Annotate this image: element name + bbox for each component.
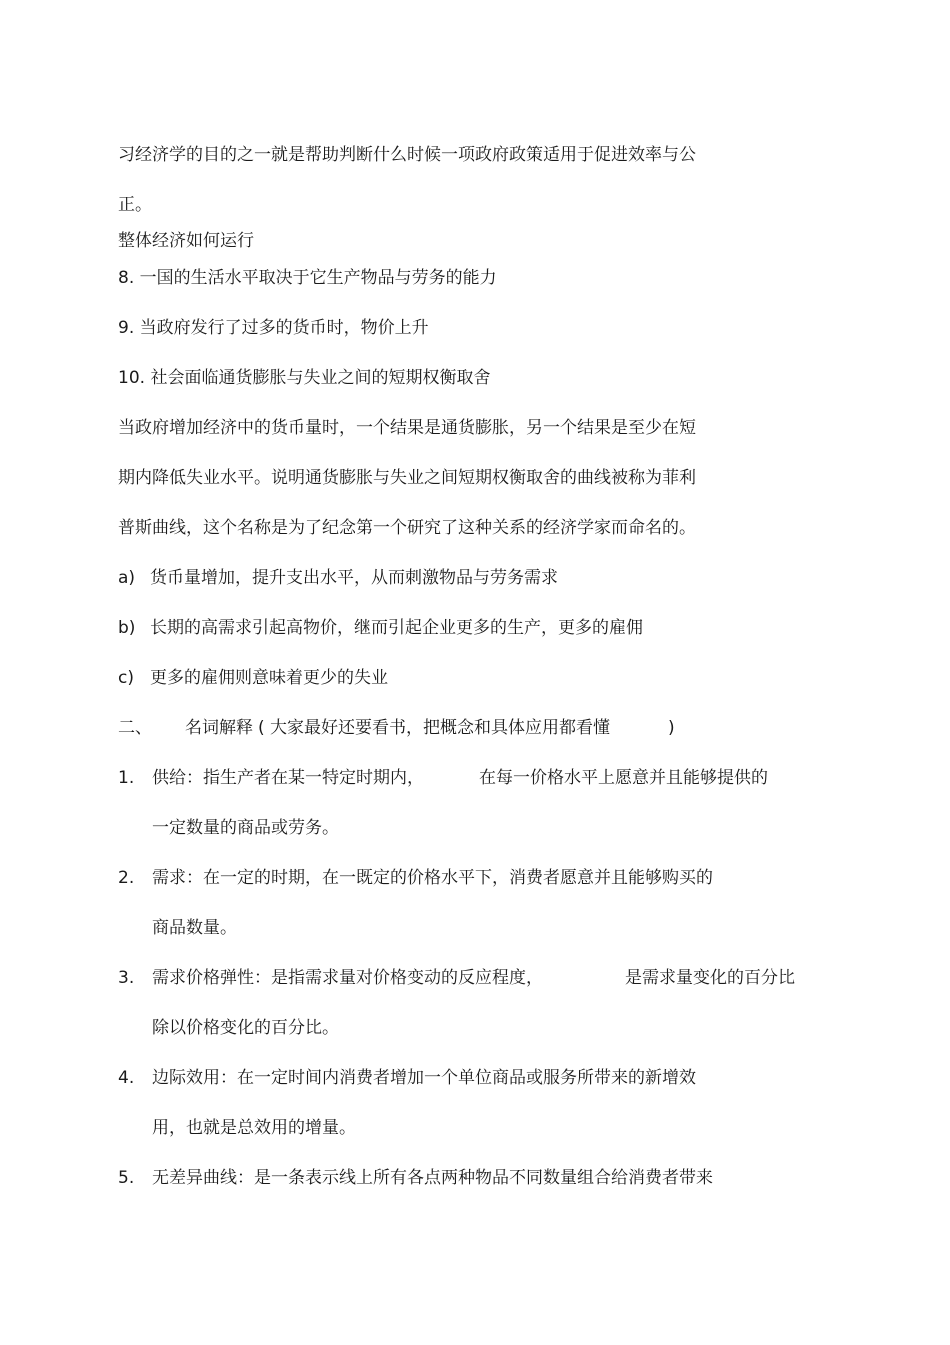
term-1-line-2: 一定数量的商品或劳务。 (152, 818, 339, 838)
term-4-line-1: 边际效用：在一定时间内消费者增加一个单位商品或服务所带来的新增效 (152, 1068, 696, 1088)
term-5-line-1: 无差异曲线：是一条表示线上所有各点两种物品不同数量组合给消费者带来 (152, 1168, 713, 1188)
paragraph-line-1: 当政府增加经济中的货币量时，一个结果是通货膨胀，另一个结果是至少在短 (118, 418, 696, 438)
term-3-number: 3. (118, 968, 135, 988)
intro-line-1: 习经济学的目的之一就是帮助判断什么时候一项政府政策适用于促进效率与公 (118, 145, 696, 165)
term-4-line-2: 用，也就是总效用的增量。 (152, 1118, 356, 1138)
part-two-number: 二、 (118, 718, 152, 738)
intro-line-2: 正。 (118, 195, 152, 215)
paragraph-line-3: 普斯曲线，这个名称是为了纪念第一个研究了这种关系的经济学家而命名的。 (118, 518, 696, 538)
principle-9: 9. 当政府发行了过多的货币时，物价上升 (118, 318, 429, 338)
sub-item-text-a: 货币量增加，提升支出水平，从而刺激物品与劳务需求 (150, 568, 558, 588)
section-heading: 整体经济如何运行 (118, 231, 254, 251)
term-2-line-2: 商品数量。 (152, 918, 237, 938)
term-4-number: 4. (118, 1068, 135, 1088)
sub-item-marker-c: c) (118, 668, 134, 688)
principle-8: 8. 一国的生活水平取决于它生产物品与劳务的能力 (118, 268, 497, 288)
term-3-line-1b: 是需求量变化的百分比 (625, 968, 795, 988)
term-1-number: 1. (118, 768, 135, 788)
term-5-number: 5. (118, 1168, 135, 1188)
sub-item-text-b: 长期的高需求引起高物价，继而引起企业更多的生产，更多的雇佣 (150, 618, 643, 638)
term-3-line-1a: 需求价格弹性：是指需求量对价格变动的反应程度， (152, 968, 543, 988)
part-two-note-close: ) (668, 718, 675, 738)
sub-item-marker-b: b) (118, 618, 136, 638)
term-1-line-1a: 供给：指生产者在某一特定时期内， (152, 768, 424, 788)
sub-item-marker-a: a) (118, 568, 136, 588)
term-2-line-1: 需求：在一定的时期，在一既定的价格水平下，消费者愿意并且能够购买的 (152, 868, 713, 888)
principle-10: 10. 社会面临通货膨胀与失业之间的短期权衡取舍 (118, 368, 491, 388)
term-1-line-1b: 在每一价格水平上愿意并且能够提供的 (479, 768, 768, 788)
part-two-title: 名词解释 (185, 718, 253, 738)
paragraph-line-2: 期内降低失业水平。说明通货膨胀与失业之间短期权衡取舍的曲线被称为菲利 (118, 468, 696, 488)
term-3-line-2: 除以价格变化的百分比。 (152, 1018, 339, 1038)
part-two-note-open: ( (258, 718, 265, 738)
sub-item-text-c: 更多的雇佣则意味着更少的失业 (150, 668, 388, 688)
part-two-note: 大家最好还要看书，把概念和具体应用都看懂 (270, 718, 610, 738)
term-2-number: 2. (118, 868, 135, 888)
